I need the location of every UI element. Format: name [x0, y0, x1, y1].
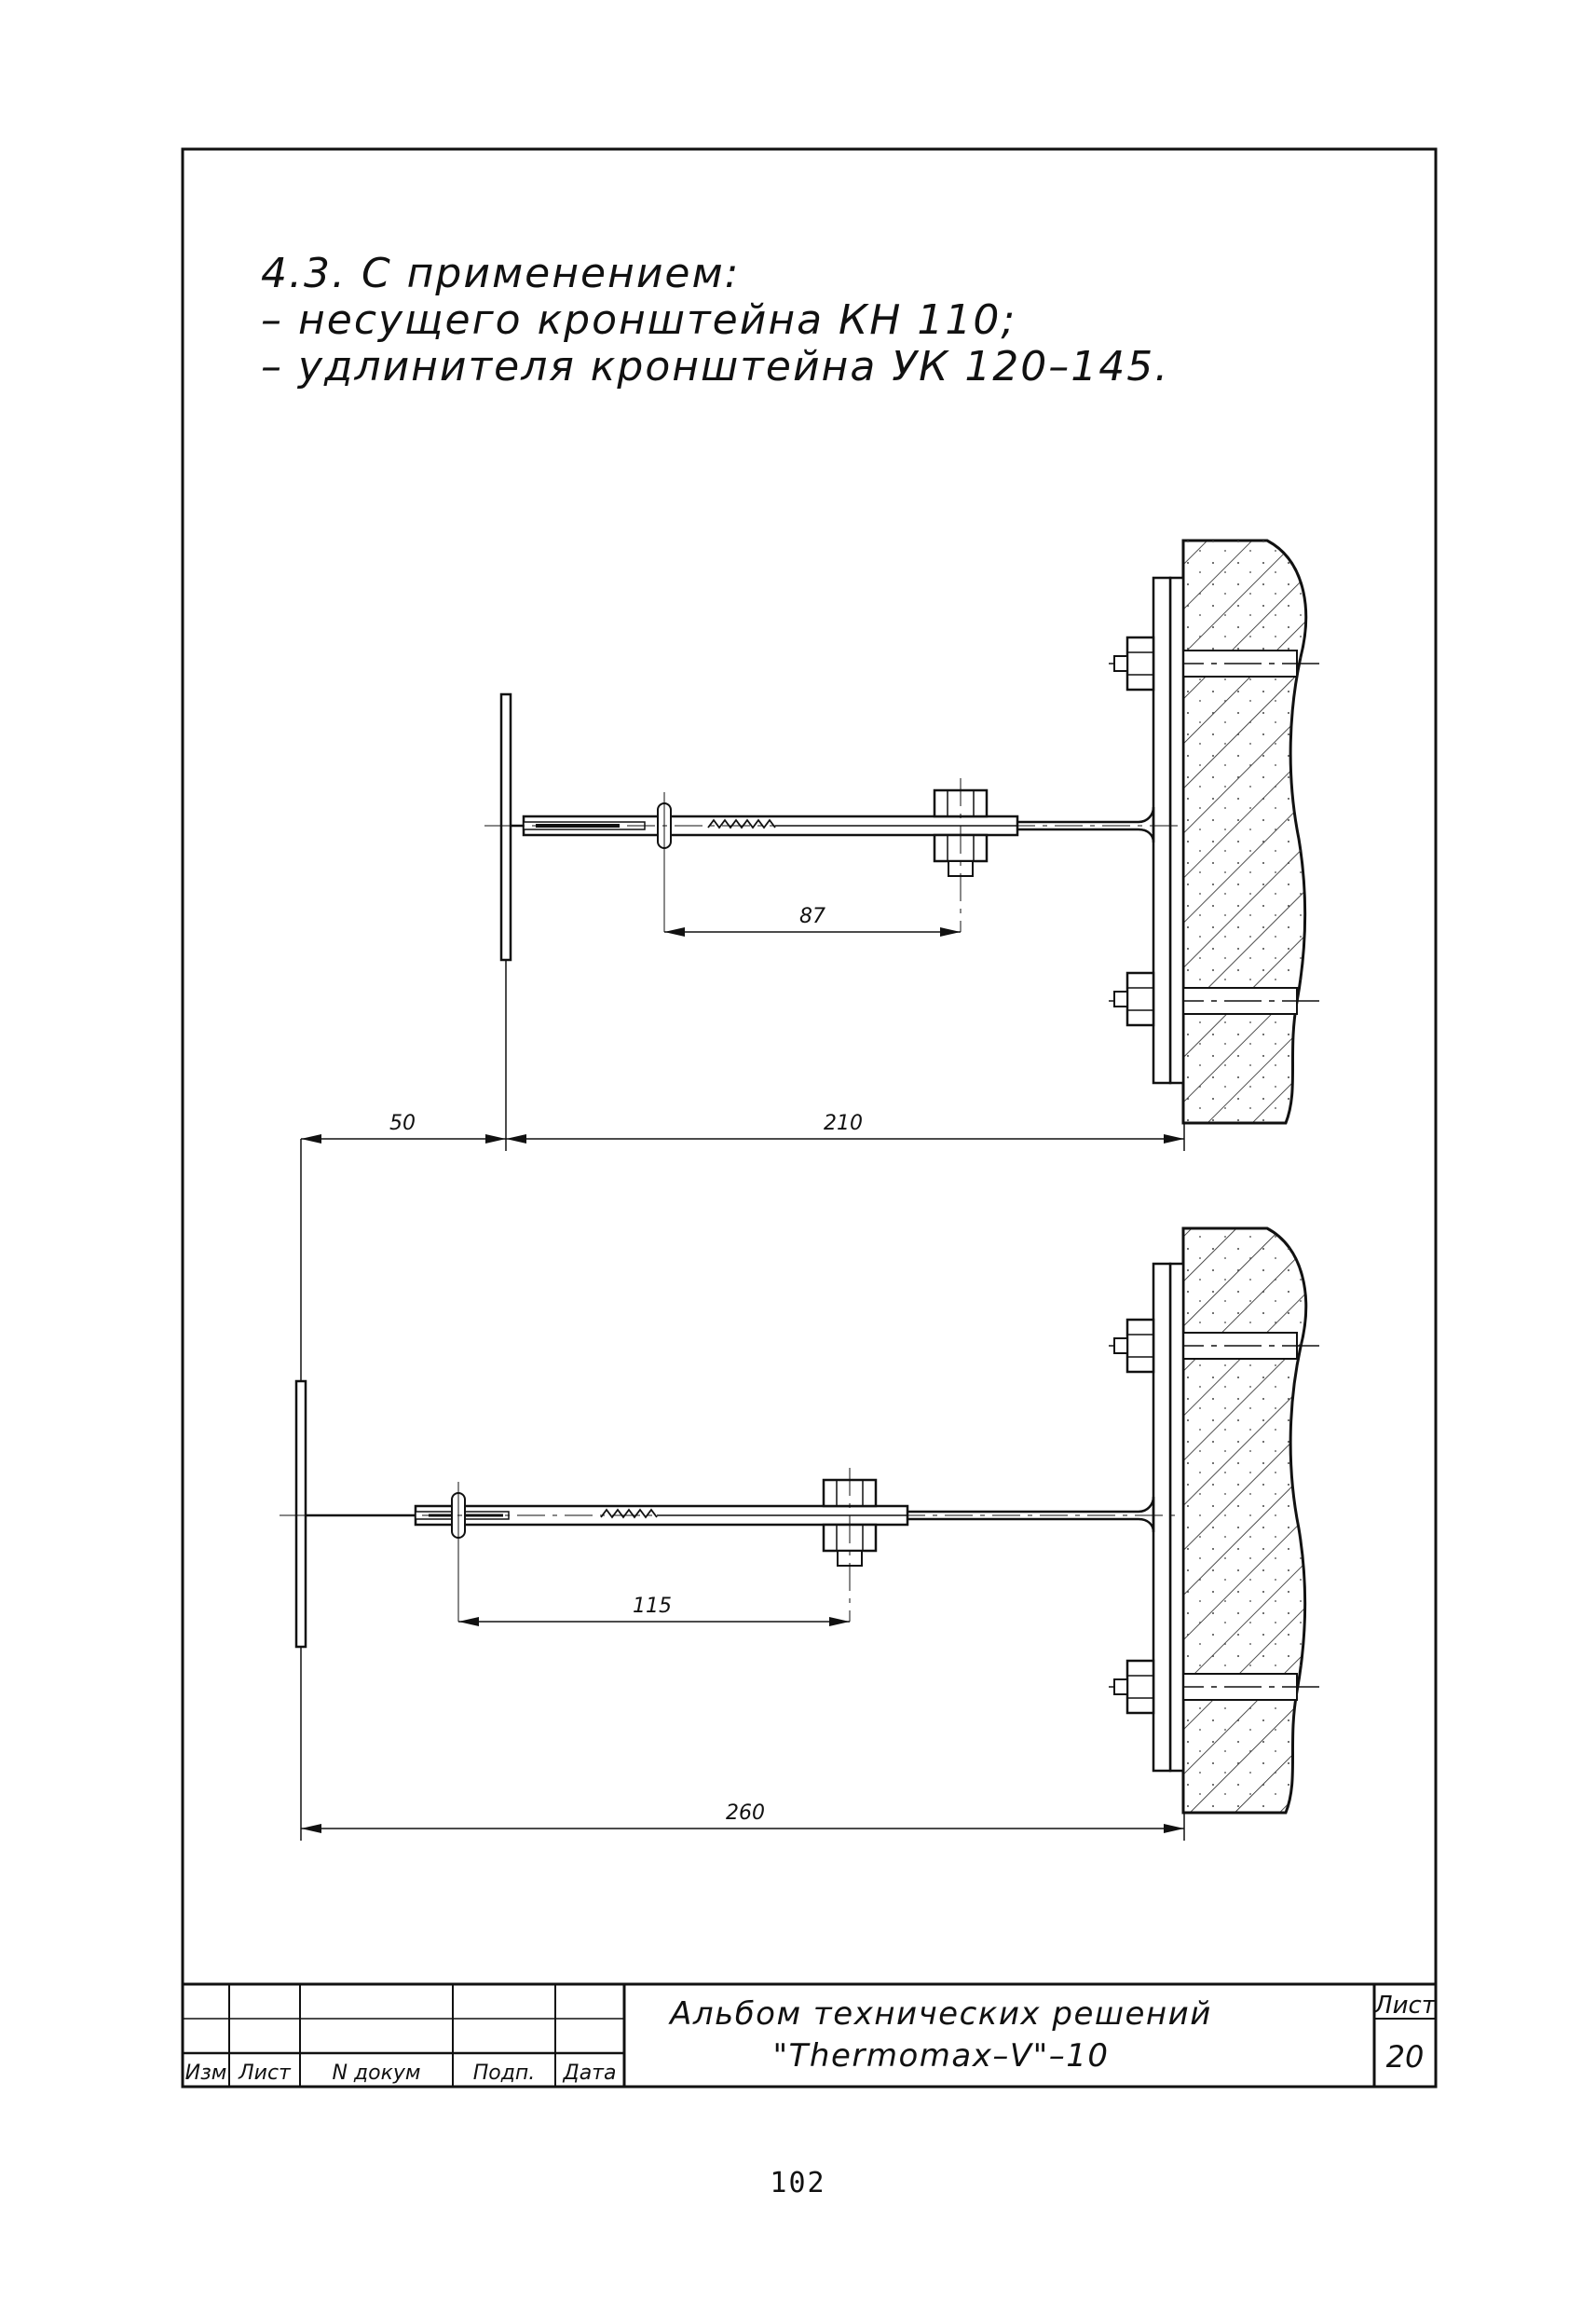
bottom-anchor-bolt-lower [1114, 1661, 1153, 1713]
bottom-wall-pad [1170, 1264, 1183, 1771]
dim-label-210: 210 [824, 1112, 863, 1135]
sheet-number: 20 [1385, 2039, 1425, 2075]
dim-label-87: 87 [799, 905, 825, 928]
dim-label-50: 50 [389, 1112, 416, 1135]
dim-bottom-overall [301, 1139, 1184, 1841]
album-title-line2: "Thermomax–V"–10 [772, 2037, 1110, 2075]
dim-bottom-bolt-spacing [458, 1595, 850, 1626]
top-wall-pad [1170, 578, 1183, 1083]
bottom-anchor-bolt-upper [1114, 1320, 1153, 1372]
top-anchor-bolt-lower [1114, 973, 1153, 1025]
album-title-line1: Альбом технических решений [670, 1995, 1212, 2033]
bottom-t-profile-flange [296, 1381, 306, 1647]
col-izm: Изм [184, 2062, 227, 2085]
top-base-plate [1153, 578, 1170, 1083]
col-doc: N докум [332, 2062, 421, 2085]
top-anchor-bolt-upper [1114, 637, 1153, 690]
heading-line-1: 4.3. С применением: [261, 250, 741, 297]
page-number: 102 [770, 2167, 826, 2199]
top-t-profile-flange [501, 694, 511, 960]
dim-label-115: 115 [633, 1595, 672, 1618]
col-list: Лист [239, 2062, 291, 2085]
dim-label-260: 260 [726, 1801, 765, 1825]
col-sign: Подп. [472, 2062, 536, 2085]
col-date: Дата [563, 2062, 617, 2085]
title-block [183, 1984, 1437, 2087]
bottom-base-plate [1153, 1264, 1170, 1771]
heading-line-2: – несущего кронштейна КН 110; [261, 296, 1017, 344]
top-assembly [484, 541, 1323, 1123]
sheet-label: Лист [1374, 1992, 1436, 2020]
dim-top-bolt-spacing [664, 905, 961, 937]
bottom-assembly [280, 1228, 1323, 1813]
dim-top-overall [301, 960, 1184, 1151]
heading-line-3: – удлинителя кронштейна УК 120–145. [261, 343, 1170, 390]
